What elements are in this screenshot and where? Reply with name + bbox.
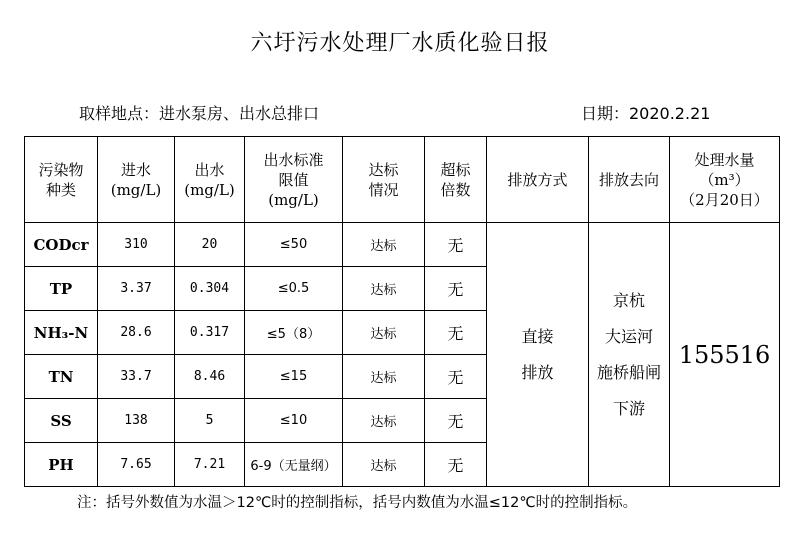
limit-value: ≤15 (245, 355, 343, 399)
pollutant-name: SS (25, 399, 98, 443)
header-outflow: 出水 (mg/L) (175, 137, 245, 223)
inflow-value: 138 (98, 399, 175, 443)
outflow-value: 0.317 (175, 311, 245, 355)
header-inflow: 进水 (mg/L) (98, 137, 175, 223)
header-discharge-method: 排放方式 (487, 137, 589, 223)
discharge-method: 直接 排放 (487, 223, 589, 487)
limit-value: 6-9（无量纲） (245, 443, 343, 487)
inflow-value: 28.6 (98, 311, 175, 355)
limit-value: ≤0.5 (245, 267, 343, 311)
compliance-status: 达标 (343, 355, 425, 399)
outflow-value: 7.21 (175, 443, 245, 487)
pollutant-name: CODcr (25, 223, 98, 267)
inflow-value: 310 (98, 223, 175, 267)
pollutant-name: PH (25, 443, 98, 487)
outflow-value: 8.46 (175, 355, 245, 399)
compliance-status: 达标 (343, 399, 425, 443)
compliance-status: 达标 (343, 311, 425, 355)
compliance-status: 达标 (343, 443, 425, 487)
limit-value: ≤5（8） (245, 311, 343, 355)
exceed-multiple: 无 (425, 311, 487, 355)
water-quality-table (24, 136, 780, 487)
report-date: 日期：2020.2.21 (581, 104, 711, 123)
outflow-value: 5 (175, 399, 245, 443)
exceed-multiple: 无 (425, 355, 487, 399)
inflow-value: 7.65 (98, 443, 175, 487)
exceed-multiple: 无 (425, 399, 487, 443)
pollutant-name: TP (25, 267, 98, 311)
header-compliance: 达标 情况 (343, 137, 425, 223)
limit-value: ≤50 (245, 223, 343, 267)
sampling-location: 取样地点：进水泵房、出水总排口 (79, 104, 320, 123)
header-limit: 出水标准 限值 (mg/L) (245, 137, 343, 223)
report-title: 六圩污水处理厂水质化验日报 (250, 31, 550, 56)
pollutant-name: TN (25, 355, 98, 399)
exceed-multiple: 无 (425, 223, 487, 267)
treated-volume: 155516 (670, 223, 780, 487)
header-volume: 处理水量 （m³） （2月20日） (670, 137, 780, 223)
discharge-destination: 京杭 大运河 施桥船闸 下游 (589, 223, 670, 487)
header-pollutant: 污染物 种类 (25, 137, 98, 223)
exceed-multiple: 无 (425, 267, 487, 311)
limit-value: ≤10 (245, 399, 343, 443)
inflow-value: 33.7 (98, 355, 175, 399)
header-discharge-dest: 排放去向 (589, 137, 670, 223)
footnote: 注：括号外数值为水温＞12℃时的控制指标，括号内数值为水温≤12℃时的控制指标。 (77, 495, 638, 511)
compliance-status: 达标 (343, 223, 425, 267)
header-row (25, 137, 780, 223)
pollutant-name: NH₃-N (25, 311, 98, 355)
exceed-multiple: 无 (425, 443, 487, 487)
table-row (25, 223, 780, 267)
outflow-value: 20 (175, 223, 245, 267)
compliance-status: 达标 (343, 267, 425, 311)
outflow-value: 0.304 (175, 267, 245, 311)
inflow-value: 3.37 (98, 267, 175, 311)
header-exceed: 超标 倍数 (425, 137, 487, 223)
